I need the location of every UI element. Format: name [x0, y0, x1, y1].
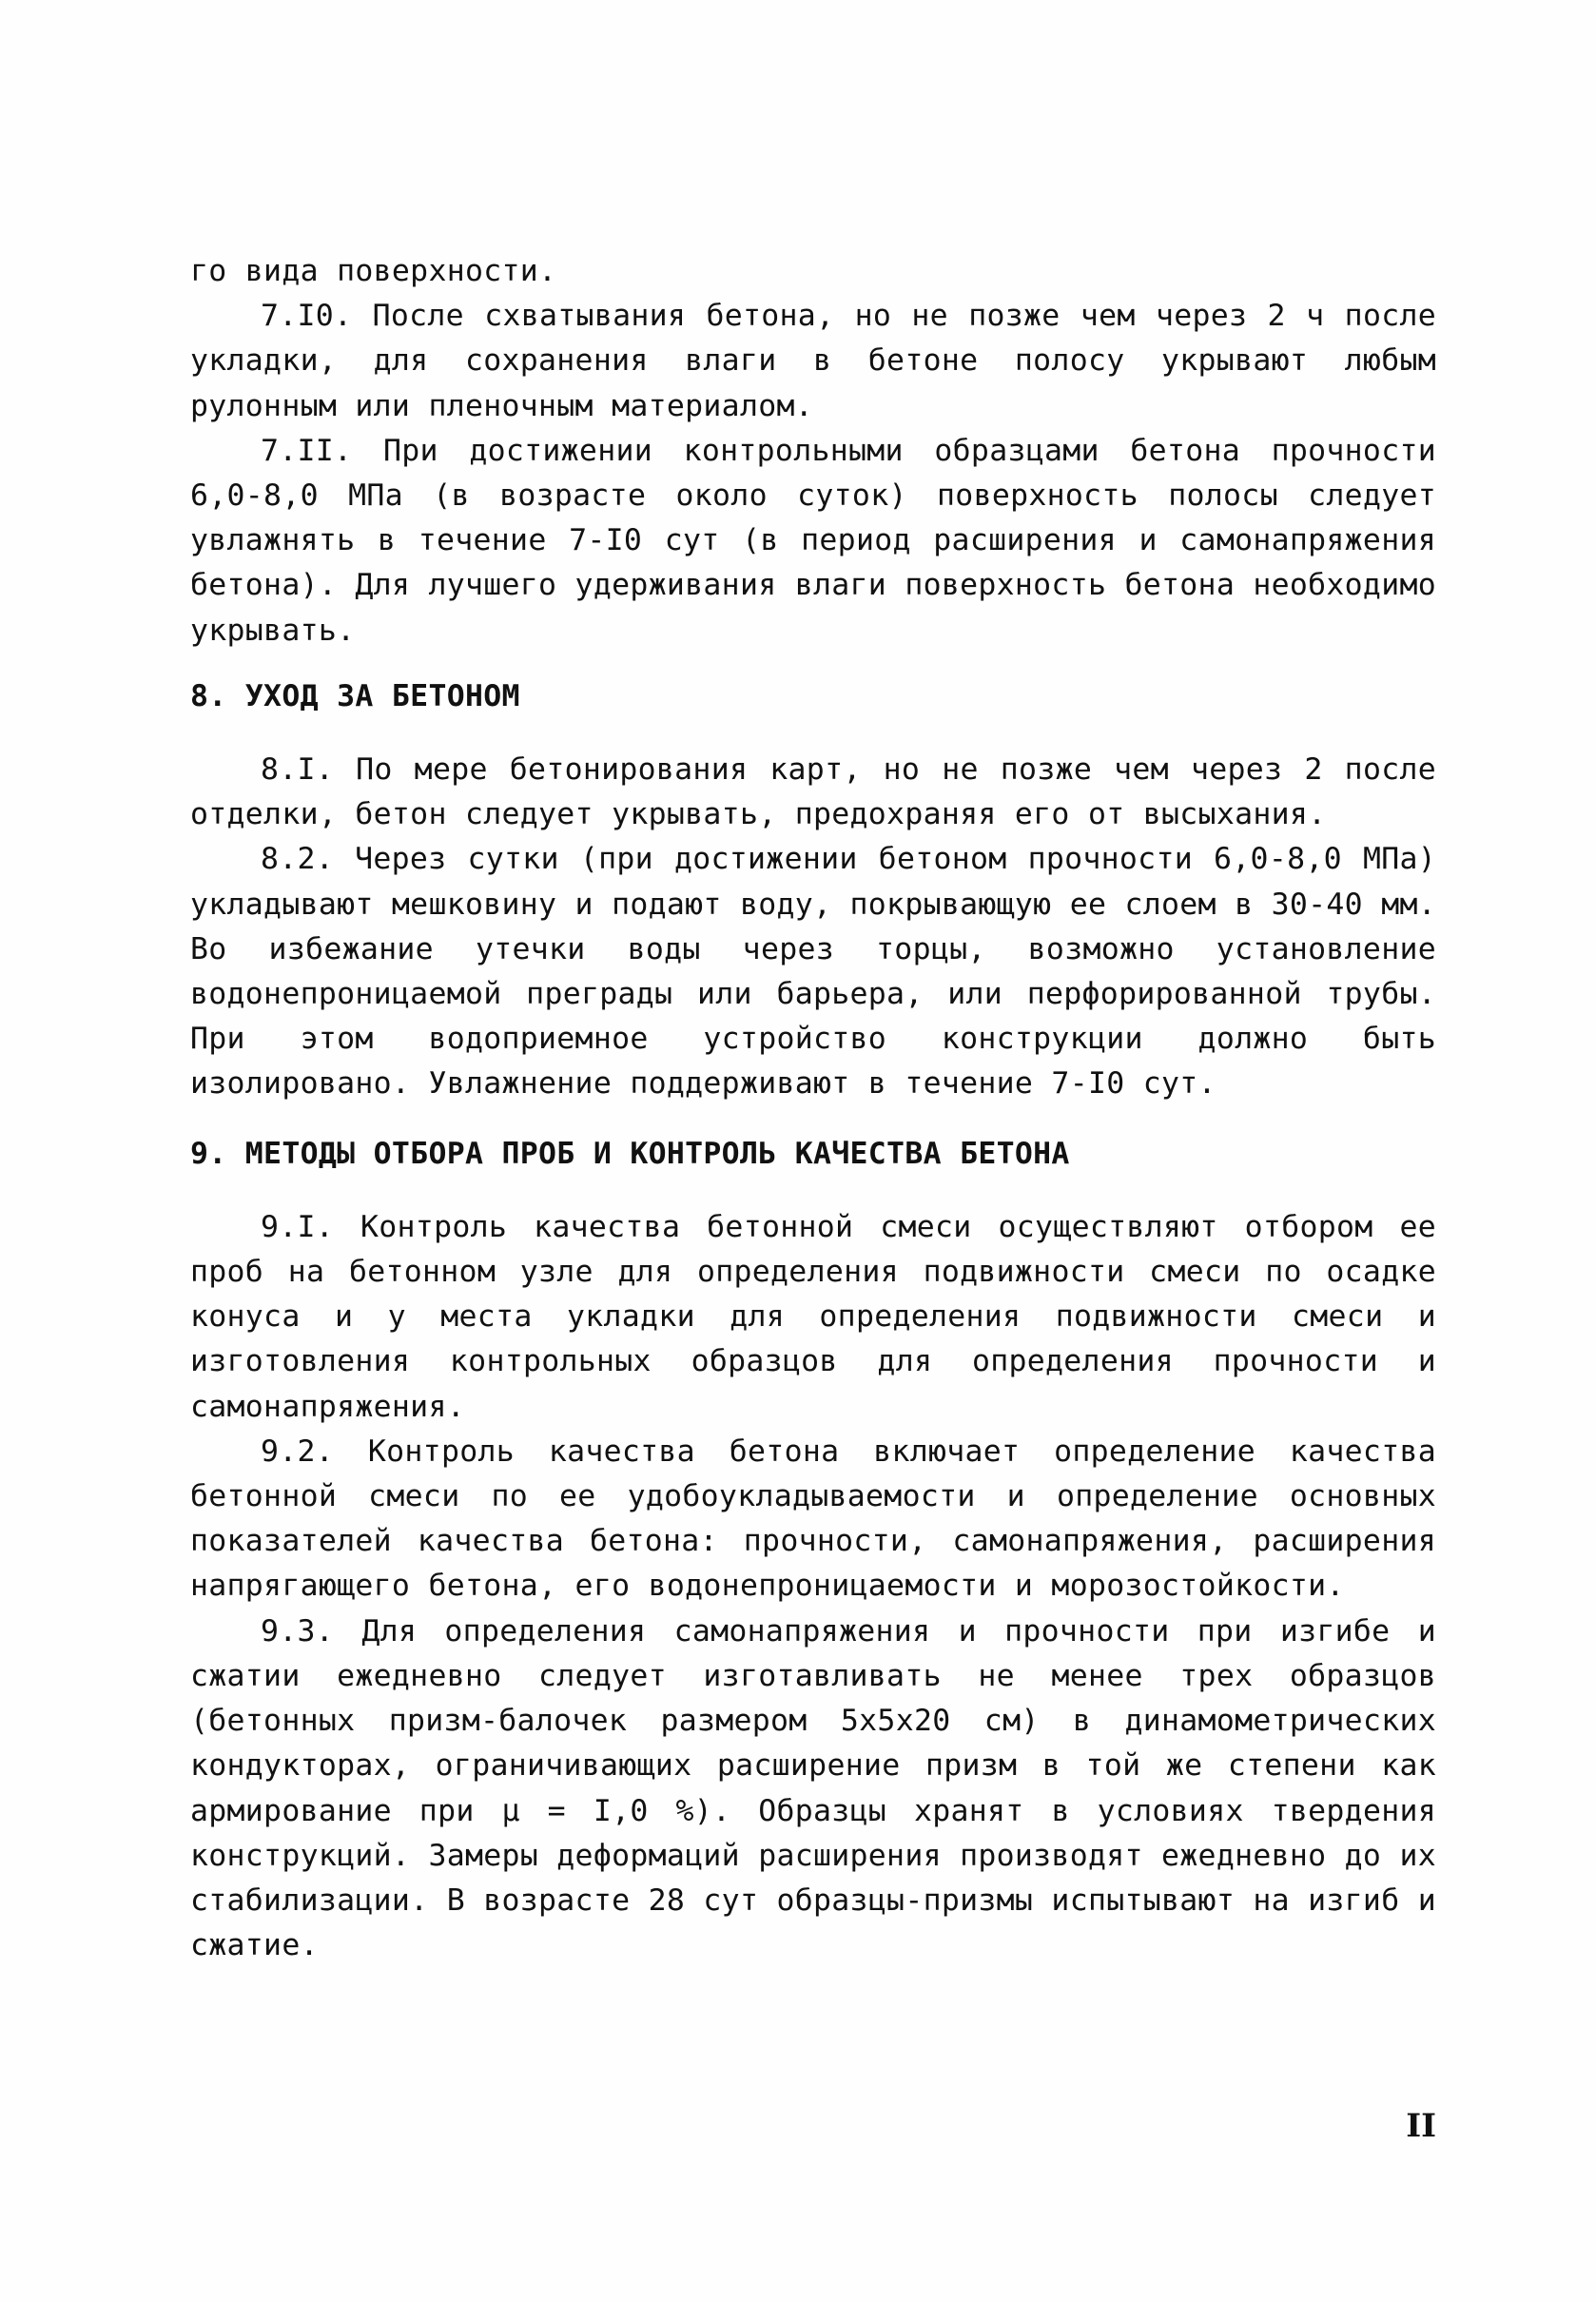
paragraph-continuation: го вида поверхности.	[190, 254, 557, 288]
page-body	[190, 249, 1436, 1968]
paragraph-8-2: 8.2. Через сутки (при достижении бетоном прочности 6,0-8,0 МПа) укладывают мешковину и подают воду, покрывающую ее слоем в 30-40 мм. Во избежание утечки воды через торцы, возможно установление водонепроницаемой преграды или барьера, или перфорированной трубы. При этом водоприемное устройство конструкции должно быть изолировано. Увлажнение поддерживают в течение 7-I0 сут.	[190, 842, 1436, 1102]
paragraph-7-10: 7.I0. После схватывания бетона, но не позже чем через 2 ч после укладки, для сохранения влаги в бетоне полосу укрывают любым рулонным или пленочным материалом.	[190, 299, 1436, 423]
paragraph-9-3: 9.3. Для определения самонапряжения и прочности при изгибе и сжатии ежедневно следует изготавливать не менее трех образцов (бетонных призм-балочек размером 5х5х20 см) в динамометрических кондукторах, ограничивающих расширение призм в той же степени как армирование при μ = I,0 %). Образцы хранят в условиях твердения конструкций. Замеры деформаций расширения производят ежедневно до их стабилизации. В возрасте 28 сут образцы-призмы испытывают на изгиб и сжатие.	[190, 1613, 1436, 1963]
section-9-heading: 9. МЕТОДЫ ОТБОРА ПРОБ И КОНТРОЛЬ КАЧЕСТВА БЕТОНА	[190, 1136, 1070, 1171]
paragraph-8-1: 8.I. По мере бетонирования карт, но не позже чем через 2 после отделки, бетон следует укрывать, предохраняя его от высыхания.	[190, 752, 1436, 832]
page-number: II	[1406, 2107, 1436, 2145]
section-8-heading: 8. УХОД ЗА БЕТОНОМ	[190, 678, 520, 713]
paragraph-9-2: 9.2. Контроль качества бетона включает определение качества бетонной смеси по ее удобоукладываемости и определение основных показателей качества бетона: прочности, самонапряжения, расширения напрягающего бетона, его водонепроницаемости и морозостойкости.	[190, 1434, 1436, 1604]
paragraph-9-1: 9.I. Контроль качества бетонной смеси осуществляют отбором ее проб на бетонном узле для определения подвижности смеси по осадке конуса и у места укладки для определения подвижности смеси и изготовления контрольных образцов для определения прочности и самонапряжения.	[190, 1209, 1436, 1424]
paragraph-7-11: 7.II. При достижении контрольными образцами бетона прочности 6,0-8,0 МПа (в возрасте около суток) поверхность полосы следует увлажнять в течение 7-I0 сут (в период расширения и самонапряжения бетона). Для лучшего удерживания влаги поверхность бетона необходимо укрывать.	[190, 433, 1436, 648]
